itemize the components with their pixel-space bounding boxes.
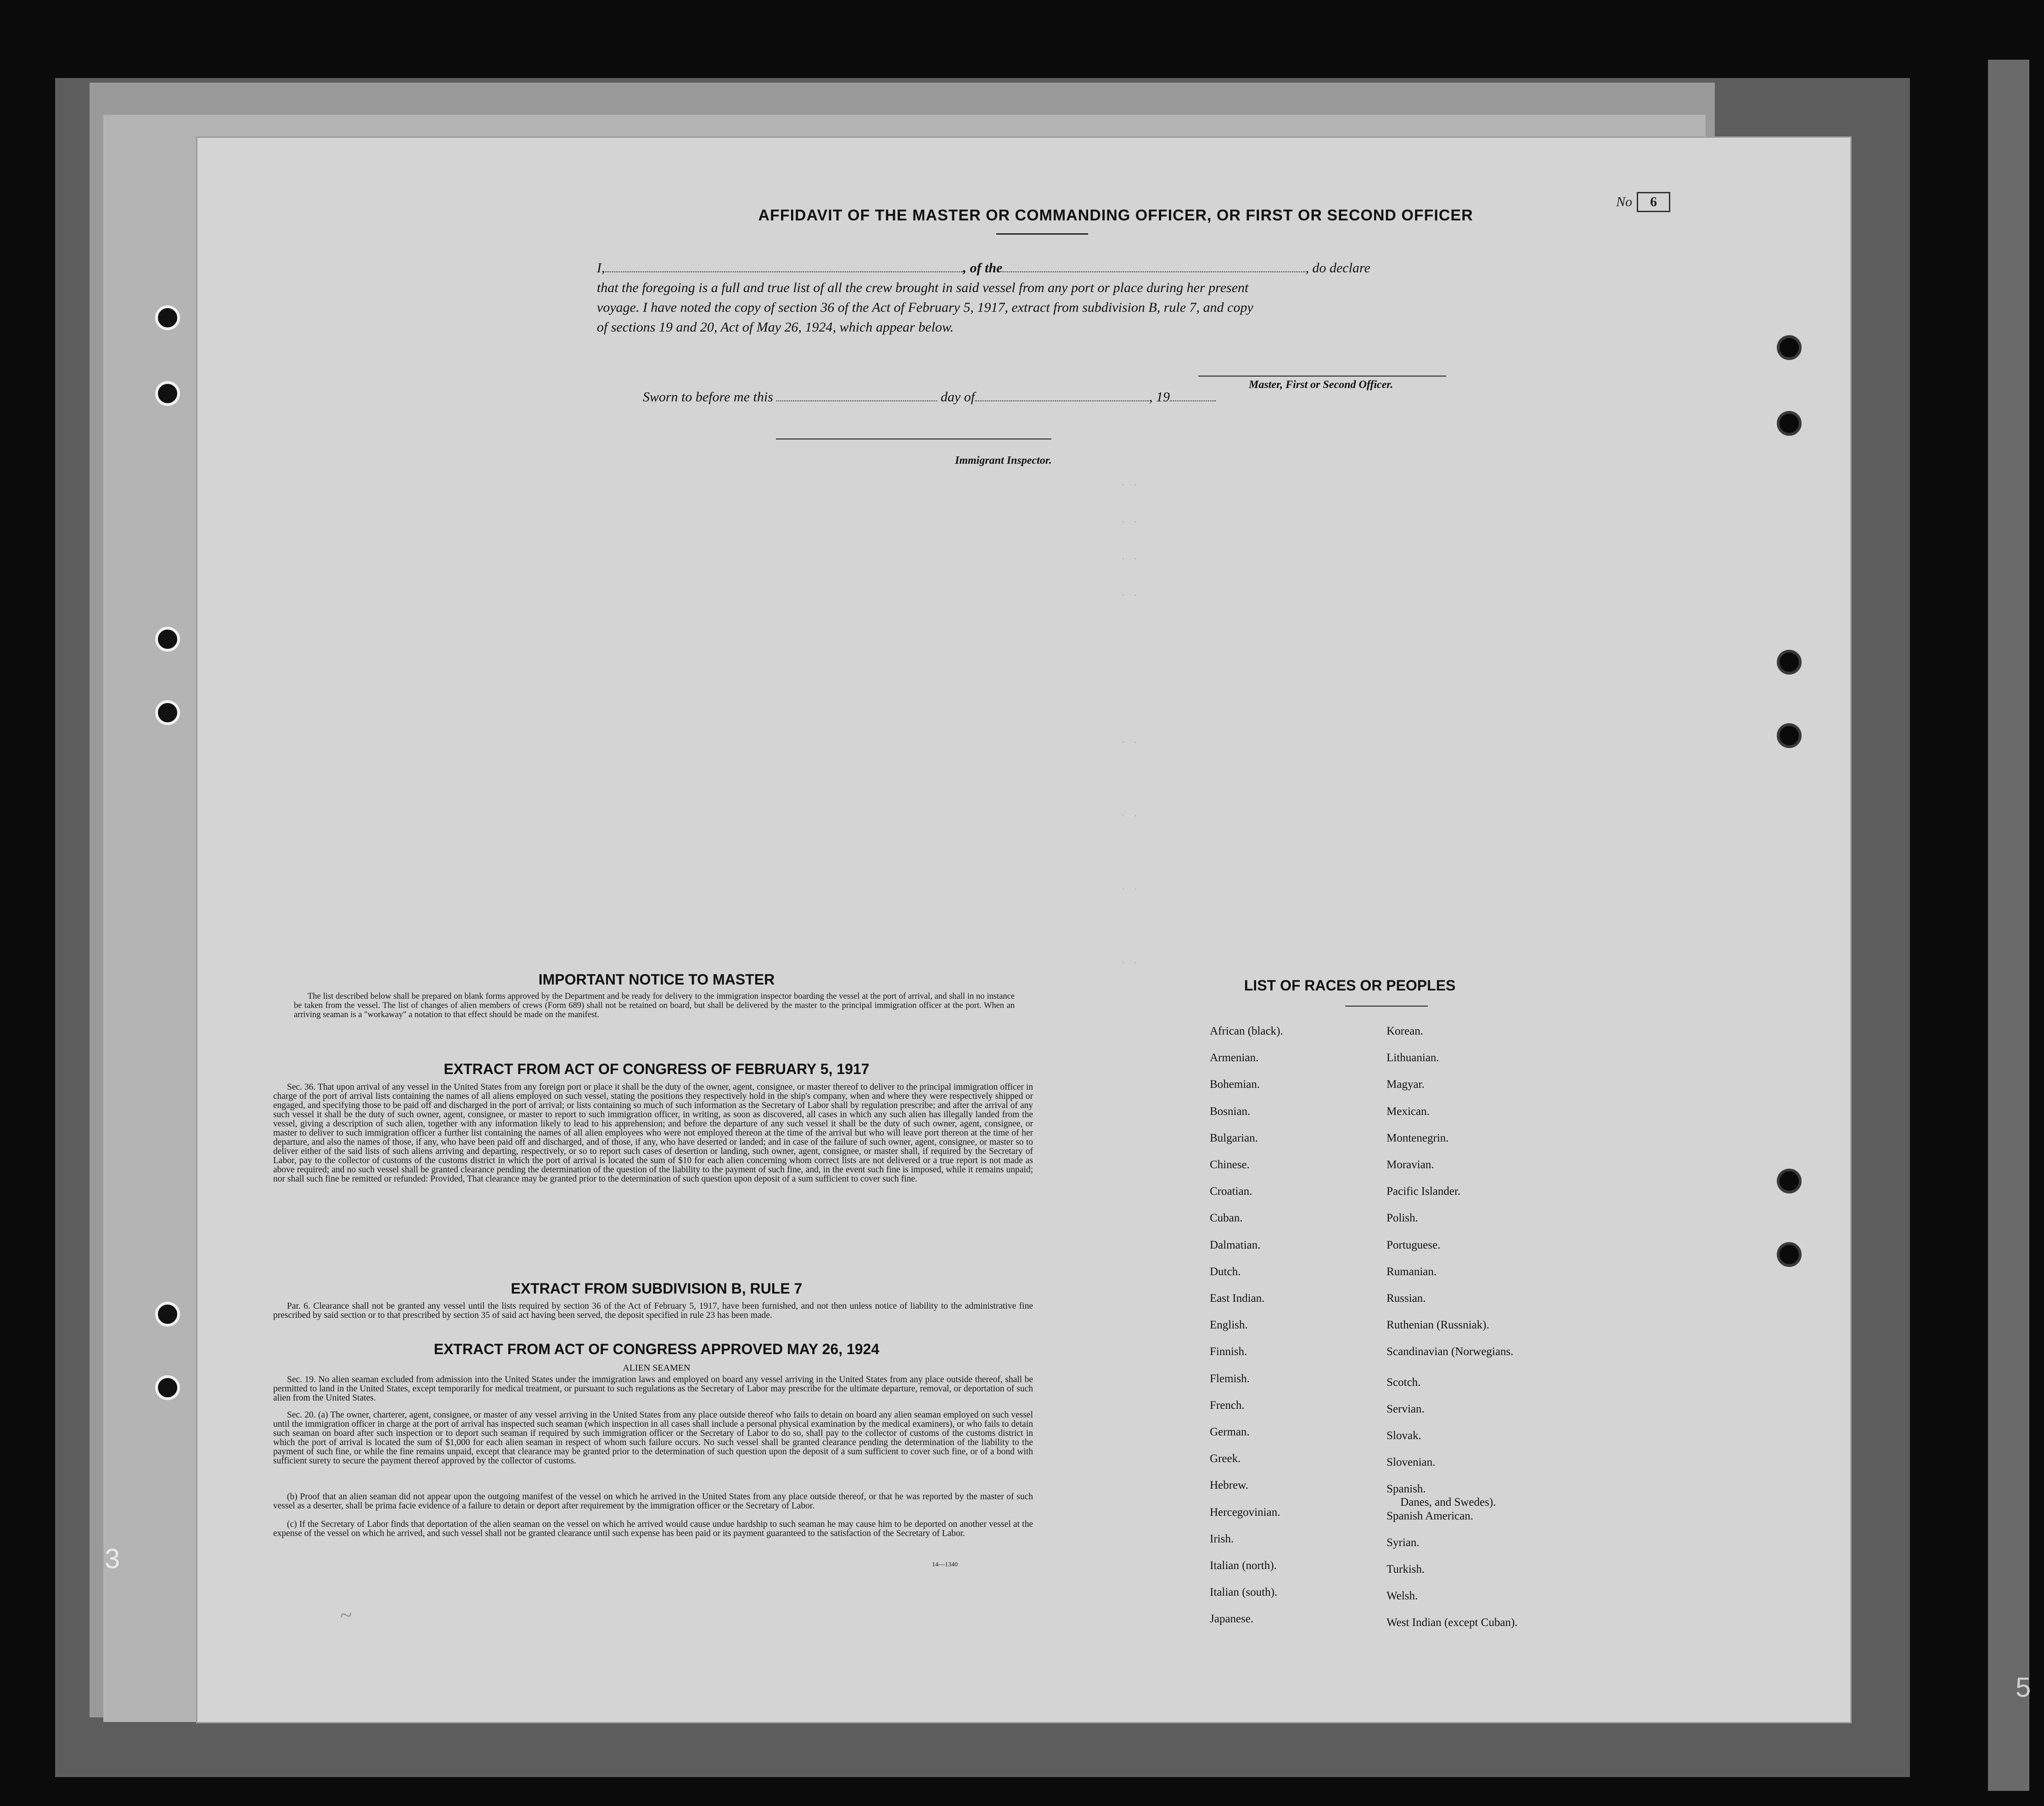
race-item: Montenegrin. — [1387, 1131, 1449, 1144]
bleed-dots: . . — [1120, 588, 1139, 599]
notice-text: The list described below shall be prepared on blank forms approved by the Department and be ready for delivery to the immigration inspector boarding the vessel at the port of arrival, and shall in no instance be taken from the vessel. The list of changes of alien members of crews (Form 689) shall not be retained on board, but shall be delivered by the master to the principal immigration officer at the port. When an arriving seaman is a "workaway" a notation to that effect should be made on the manifest. — [294, 992, 1015, 1019]
margin-numeral: 3 — [105, 1543, 120, 1574]
inspector-signature-label: Immigrant Inspector. — [955, 455, 1052, 467]
binder-hole — [155, 1302, 180, 1327]
race-item: Russian. — [1387, 1292, 1426, 1305]
race-item: Korean. — [1387, 1025, 1423, 1037]
extract-1917-title: EXTRACT FROM ACT OF CONGRESS OF FEBRUARY 5, 1917 — [444, 1061, 870, 1077]
race-item: Lithuanian. — [1387, 1052, 1439, 1064]
race-item: Hebrew. — [1210, 1479, 1248, 1492]
race-item: Servian. — [1387, 1402, 1425, 1415]
race-item: Rumanian. — [1387, 1265, 1437, 1278]
race-item: Italian (north). — [1210, 1559, 1277, 1572]
margin-mark: 5 — [2016, 1672, 2031, 1703]
extract-rule7-text: Par. 6. Clearance shall not be granted any vessel until the lists required by section 36 of the Act of February 5, 1917, have been furnished, and not then unless notice of liability to the administrative fine prescribed by said section or to that prescribed by section 35 of said act having been served, the deposit specified in rule 23 has been made. — [273, 1301, 1033, 1320]
extract-1917-text: Sec. 36. That upon arrival of any vessel in the United States from any foreign port or place it shall be the duty of the owner, agent, consignee, or master thereof to deliver to the principal immigration officer in charge of the port of arrival lists containing the names of all aliens employed on such vessel, stating the positions they respectively hold in the ship's company, when and where they were respectively shipped or engaged, and specifying those to be paid off and discharged in the port of arrival; or lists containing so much of such information as the Secretary of Labor shall by regulation prescribe; and after the arrival of any such vessel it shall be the duty of such owner, agent, consignee, or master to report to such immigration officer, in writing, as soon as discovered, all cases in which any such alien has illegally landed from the vessel, giving a description of such alien, together with any information likely to lead to his apprehension; and before the departure of any such vessel it shall be the duty of such owner, agent, consignee, or master to deliver to such immigration officer a further list containing the names of all alien employees who were not employed thereon at the time of the arrival but who will leave port thereon at the time of her departure, and also the names of those, if any, who have been paid off and discharged, and of those, if any, who have deserted or landed; and in case of the failure of such owner, agent, consignee, or master so to deliver either of the said lists of such aliens arriving and departing, respectively, or so to report such cases of desertion or landing, such owner, agent, consignee, or master shall, if required by the Secretary of Labor, pay to the collector of customs of the customs district in which the port of arrival is located the sum of $10 for each alien concerning whom correct lists are not delivered or a true report is not made as above required; and no such vessel shall be granted clearance pending the determination of the question of the liability to the payment of such fine, and, in the event such fine is imposed, while it remains unpaid; nor shall such fine be remitted or refunded: Provided, That clearance may be granted prior to the determination of such question upon deposit of a sum sufficient to cover such fine. — [273, 1082, 1033, 1184]
race-item: English. — [1210, 1319, 1248, 1332]
race-item: Ruthenian (Russniak). — [1387, 1319, 1489, 1332]
race-item: Portuguese. — [1387, 1238, 1441, 1251]
race-item: Moravian. — [1387, 1159, 1434, 1171]
alien-seamen-subtitle: ALIEN SEAMEN — [623, 1363, 691, 1373]
race-item: Greek. — [1210, 1452, 1241, 1465]
binder-hole — [1777, 411, 1802, 436]
race-item: Slovak. — [1387, 1429, 1421, 1442]
affidavit-page — [197, 138, 1850, 1722]
race-item: Hercegovinian. — [1210, 1506, 1280, 1519]
race-item: Cuban. — [1210, 1212, 1243, 1225]
race-item: Chinese. — [1210, 1159, 1250, 1171]
race-item: West Indian (except Cuban). — [1387, 1616, 1518, 1629]
binder-hole — [155, 700, 180, 725]
extract-1924-title: EXTRACT FROM ACT OF CONGRESS APPROVED MAY 26, 1924 — [433, 1341, 880, 1357]
affidavit-title: AFFIDAVIT OF THE MASTER OR COMMANDING OFFICER, OR FIRST OR SECOND OFFICER — [758, 207, 1473, 224]
race-item: German. — [1210, 1426, 1250, 1438]
binder-hole — [1777, 1169, 1802, 1193]
race-item: Magyar. — [1387, 1078, 1425, 1091]
race-item: Slovenian. — [1387, 1456, 1436, 1469]
notice-title: IMPORTANT NOTICE TO MASTER — [538, 971, 775, 988]
race-item: Spanish American. — [1387, 1509, 1473, 1522]
race-item: Bosnian. — [1210, 1105, 1251, 1118]
race-item: Irish. — [1210, 1532, 1234, 1545]
race-item: Dutch. — [1210, 1265, 1241, 1278]
bleed-dots: . . — [1120, 735, 1139, 746]
race-item: Flemish. — [1210, 1372, 1250, 1385]
adjacent-page-strip — [1988, 60, 2029, 1791]
race-item: French. — [1210, 1399, 1245, 1412]
race-item: Turkish. — [1387, 1563, 1425, 1575]
bleed-dots: . . — [1120, 478, 1139, 489]
binder-hole — [1777, 335, 1802, 360]
master-signature-line — [1198, 376, 1446, 377]
bleed-dots: . . — [1120, 551, 1139, 563]
binder-hole — [1777, 1242, 1802, 1267]
race-item: Syrian. — [1387, 1536, 1420, 1549]
races-title: LIST OF RACES OR PEOPLES — [1244, 977, 1456, 994]
bleed-dots: . . — [1120, 882, 1139, 893]
race-item: Spanish. — [1387, 1483, 1426, 1496]
extract-1924-sec20c: (c) If the Secretary of Labor finds that deportation of the alien seaman on the vessel on which he arrived would cause undue hardship to such seaman he may cause him to be deported on another vessel at the expense of the vessel on which he arrived, and such vessel shall not be granted clearance until such expense has been paid or its payment guaranteed to the satisfaction of the Secretary of Labor. — [273, 1519, 1033, 1538]
master-signature-label: Master, First or Second Officer. — [1249, 379, 1393, 391]
race-item: Croatian. — [1210, 1185, 1252, 1198]
race-item: African (black). — [1210, 1025, 1283, 1037]
races-title-rule — [1345, 1006, 1428, 1007]
race-item: Finnish. — [1210, 1345, 1247, 1358]
race-item: Scandinavian (Norwegians. — [1387, 1345, 1514, 1358]
sworn-line: Sworn to before me this day of , 19 — [643, 389, 1216, 405]
race-item: Italian (south). — [1210, 1586, 1278, 1599]
bleed-dots: . . — [1120, 514, 1139, 526]
race-item: Mexican. — [1387, 1105, 1430, 1118]
race-item: Pacific Islander. — [1387, 1185, 1461, 1198]
race-item-continuation: Danes, and Swedes). — [1400, 1496, 1496, 1508]
binder-hole — [155, 305, 180, 330]
binder-hole — [155, 627, 180, 652]
extract-rule7-title: EXTRACT FROM SUBDIVISION B, RULE 7 — [511, 1280, 803, 1297]
binder-hole — [1777, 650, 1802, 675]
race-item: Scotch. — [1387, 1376, 1421, 1389]
extract-1924-sec20b: (b) Proof that an alien seaman did not appear upon the outgoing manifest of the vessel on which he arrived in the United States from any place outside thereof, or that he was reported by the master of such vessel as a deserter, shall be prima facie evidence of a failure to detain or deport after requirement by the immigration officer or the Secretary of Labor. — [273, 1492, 1033, 1511]
race-item: Dalmatian. — [1210, 1238, 1261, 1251]
title-rule — [996, 233, 1088, 235]
race-item: Japanese. — [1210, 1613, 1254, 1626]
binder-hole — [155, 381, 180, 406]
bleed-dots: . . — [1120, 808, 1139, 820]
race-item: Welsh. — [1387, 1590, 1418, 1603]
race-item: Bohemian. — [1210, 1078, 1260, 1091]
race-item: East Indian. — [1210, 1292, 1265, 1305]
declaration-text: I, , of the , do declare that the foregoing is a full and true list of all the crew brought in said vessel from any port or place during her present voyage. I have noted the copy of section 36 of the Act of February 5, 1917, extract from subdivision B, rule 7, and copy of sections 19 and 20, Act of May 26, 1924, which appear below. — [597, 260, 1370, 335]
form-number: 14—1340 — [932, 1561, 958, 1568]
race-item: Bulgarian. — [1210, 1131, 1258, 1144]
extract-1924-sec20a: Sec. 20. (a) The owner, charterer, agent, consignee, or master of any vessel arriving in the United States from any place outside thereof who fails to detain on board any alien seaman employed on such vessel until the immigration officer in charge at the port of arrival has inspected such seaman (which inspection in all cases shall include a personal physical examination by the medical examiners), or who fails to detain such seaman on board after such inspection or to deport such seaman if required by such immigration officer or the Secretary of Labor to do so, shall pay to the collector of customs of the customs district in which the port of arrival is located the sum of $1,000 for each alien seaman in respect of whom such failure occurs. No such vessel shall be granted clearance pending the determination of the liability to the payment of such fine, or while the fine remains unpaid, except that clearance may be granted prior to the determination of such question upon the deposit of a sum sufficient to cover such fine, or of a bond with sufficient surety to secure the payment thereof approved by the collector of customs. — [273, 1410, 1033, 1466]
race-item: Polish. — [1387, 1212, 1418, 1225]
binder-hole — [155, 1375, 180, 1400]
race-item: Armenian. — [1210, 1052, 1259, 1064]
binder-hole — [1777, 723, 1802, 748]
extract-1924-sec19: Sec. 19. No alien seaman excluded from admission into the United States under the immigration laws and employed on board any vessel arriving in the United States from any place outside thereof, shall be permitted to land in the United States, except temporarily for medical treatment, or pursuant to such regulations as the Secretary of Labor may prescribe for the ultimate departure, removal, or deportation of such alien from the United States. — [273, 1375, 1033, 1403]
sheet-number: No 6 — [1616, 192, 1670, 212]
bleed-dots: . . — [1120, 955, 1139, 967]
handwritten-signature: ~ — [339, 1603, 353, 1628]
